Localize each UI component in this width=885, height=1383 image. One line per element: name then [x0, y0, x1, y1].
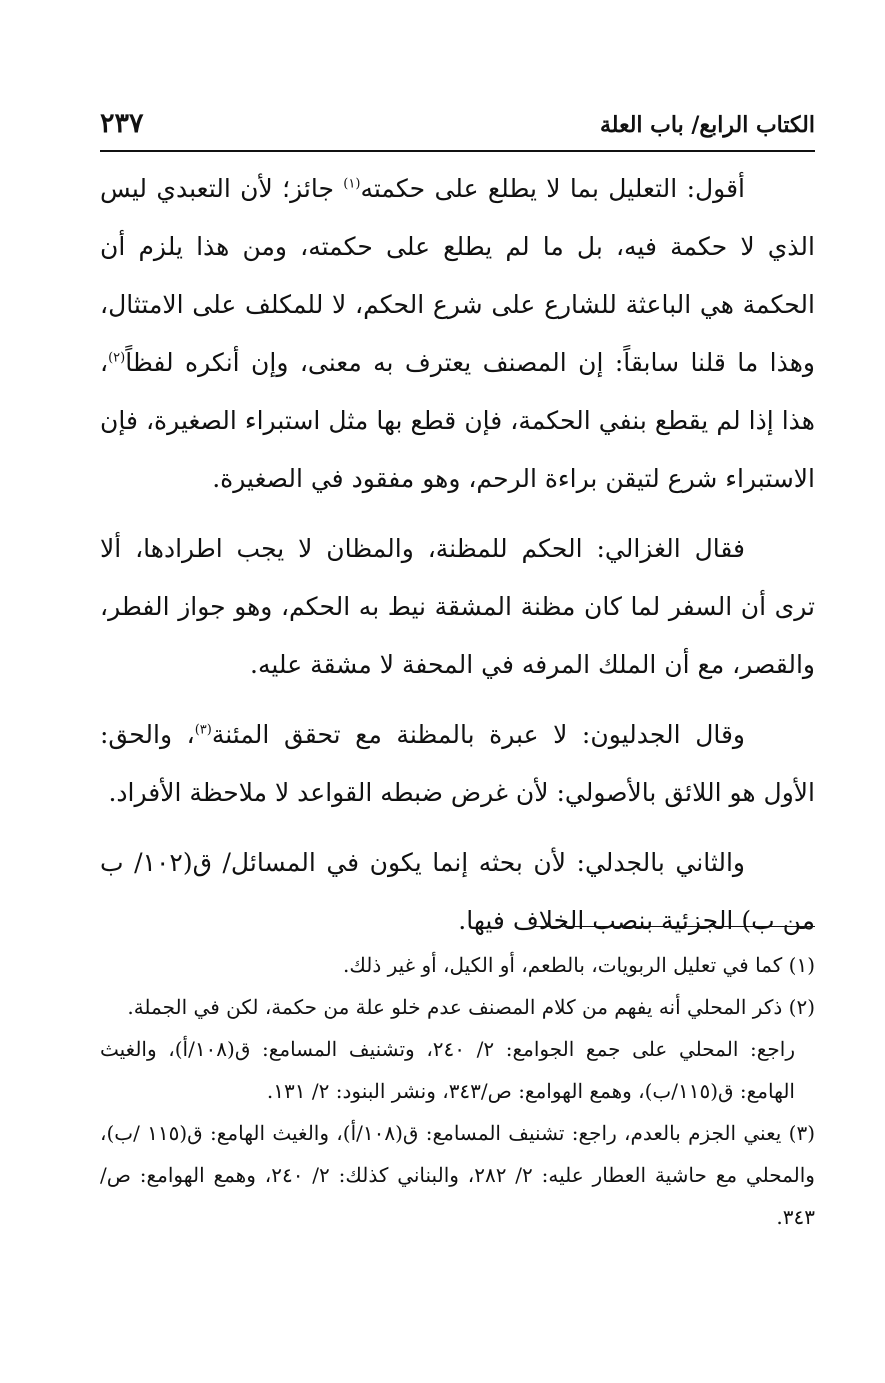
paragraph-text: فقال الغزالي: الحكم للمظنة، والمظان لا يجب اطرادها، ألا ترى أن السفر لما كان مظنة المشقة نيط به الحكم، وهو جواز الفطر، والقصر، مع أن الملك المرفه في المحفة لا مشقة عليه.	[100, 534, 815, 679]
footnote-text: يعني الجزم بالعدم، راجع: تشنيف المسامع: ق(١٠٨/أ)، والغيث الهامع: ق(١١٥ /ب)، والمحلي مع حاشية العطار عليه: ٢/ ٢٨٢، والبناني كذلك: ٢/ ٢٤٠، وهمع الهوامع: ص/٣٤٣.	[100, 1121, 815, 1229]
footnote-text: كما في تعليل الربويات، بالطعم، أو الكيل، أو غير ذلك.	[343, 953, 789, 977]
footnote-ref: (٣)	[194, 722, 212, 738]
paragraph	[100, 520, 815, 694]
footnote-text: ذكر المحلي أنه يفهم من كلام المصنف عدم خلو علة من حكمة، لكن في الجملة.	[127, 995, 789, 1019]
footnote	[100, 986, 815, 1028]
running-title: الكتاب الرابع/ باب العلة	[600, 112, 815, 138]
paragraph-text: جائز؛ لأن التعبدي ليس الذي لا حكمة فيه، بل ما لم يطلع على حكمته، ومن هذا يلزم أن الحكمة هي الباعثة للشارع على شرع الحكم، لا للمكلف على الامتثال، وهذا ما قلنا سابقاً: إن المصنف يعترف به معنى، وإن أنكره لفظاً	[100, 174, 815, 377]
paragraph-text: أقول: التعليل بما لا يطلع على حكمته	[360, 174, 745, 203]
footnote	[100, 944, 815, 986]
footnote-separator	[535, 926, 815, 927]
footnote-number: (٣)	[788, 1121, 815, 1145]
footnotes	[100, 944, 815, 1238]
footnote-number: (١)	[788, 953, 815, 977]
footnote-number: (٢)	[788, 995, 815, 1019]
paragraph	[100, 160, 815, 508]
paragraph	[100, 706, 815, 822]
paragraph-text: والثاني بالجدلي: لأن بحثه إنما يكون في المسائل/ ق(١٠٢/ ب من ب) الجزئية بنصب الخلاف فيها.	[100, 848, 815, 935]
paragraph	[100, 834, 815, 950]
main-text	[100, 160, 815, 962]
footnote-text: راجع: المحلي على جمع الجوامع: ٢/ ٢٤٠، وتشنيف المسامع: ق(١٠٨/أ)، والغيث الهامع: ق(١١٥/ب)، وهمع الهوامع: ص/٣٤٣، ونشر البنود: ٢/ ١٣١.	[100, 1037, 795, 1103]
paragraph-text: ، والحق: الأول هو اللائق بالأصولي: لأن غرض ضبطه القواعد لا ملاحظة الأفراد.	[100, 720, 815, 807]
page-number: ٢٣٧	[100, 108, 144, 139]
page-header	[100, 108, 815, 152]
paragraph-text: ، هذا إذا لم يقطع بنفي الحكمة، فإن قطع بها مثل استبراء الصغيرة، فإن الاستبراء شرع لتيقن براءة الرحم، وهو مفقود في الصغيرة.	[100, 348, 815, 493]
footnote-continuation	[100, 1028, 815, 1112]
header-rule	[100, 150, 815, 152]
footnote	[100, 1112, 815, 1238]
footnote-ref: (٢)	[108, 350, 126, 366]
paragraph-text: وقال الجدليون: لا عبرة بالمظنة مع تحقق المئنة	[211, 720, 746, 749]
footnote-ref: (١)	[343, 176, 361, 192]
